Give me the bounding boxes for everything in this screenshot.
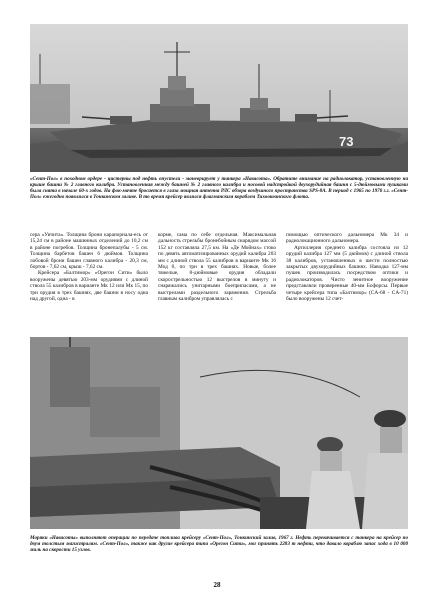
photo-cruiser-underway (30, 24, 408, 172)
text-column-1 (30, 232, 148, 302)
hull-number: 73 (339, 134, 354, 149)
col3-paragraph-1: помощью оптического дальномера Мк 34 и радиолокационного дальномера. (286, 232, 408, 245)
col1-paragraph-1: сера «Уичита». Толщина брони карапорнала-есь от 15,24 см в районе машинных отделений до 10,2 см в районе погребов. Толщина бронепалубы - 5 см. Толщина барбетов башен 6 дюймов. Толщина лобовой брони башен главного калибра - 20,3 см, бортов - 7,62 см, крыш - 7,62 см. (30, 232, 148, 271)
text-column-2 (158, 232, 276, 302)
caption-top: «Сент-Пол» в походном ордере - цистерны под нефть опустели - маневрирует у танкера «Навасота». Обратите внимание на радиолокатор, установленную на крыше башни № 2 главного калибра. Установленная между башней № 2 главного калибра и носовой надстройкой двухорудийная башня с 5-дюймовыми пушками была снята в начале 60-х годов. На фок-мачте бросается в глаза мощная антенна РЛС обзора воздушного пространства SPS-8A. В период с 1965 по 1970 г.г. «Сент-Пол» ежегодно появлялся в Тонкинском заливе. В то время крейсер являлся флагманским кораблем Тихоокеанского флота. (30, 176, 408, 201)
caption-bottom: Моряки «Навасоты» выполняют операции по передаче топлива крейсеру «Сент-Пол», Тонкинский залив, 1967 г. Нефть перекачивается с танкера на крейсер по двум толстым магистралям. «Сент-Пол», также как другие крейсера типа «Орегон Сити», мог принять 2283 т нефти, что давало кораблю запас хода в 10 000 миль на скорости 15 узлов. (30, 535, 408, 554)
page-number: 28 (213, 581, 221, 589)
text-column-3 (286, 232, 408, 302)
cruiser-illustration (30, 24, 408, 172)
col2-paragraph-1: корме, сама по себе отдельная. Максимальная дальность стрельбы бронебойным снарядом массой 152 кг составляла 27,5 км. На «Де Мойнах» стоко по девять автоматизированных орудий калибра 203 мм с длиной ствола 55 калибров в варианте Мк 16 Мод 0, по три в трех башнях. Новые, более тяжелые, 8-дюймовые орудия обладали скорострельностью 12 выстрелов в минуту и снаряжались унитарными боеприпасами, а не выстрелами раздельного заряжения. Стрельба главным калибром управлялась с (158, 232, 276, 303)
col1-paragraph-2: Крейсера «Балтимор» «Орегон Сити» было вооружены девятью 203-мм орудиями с длиной ствола 55 калибров в варианте Мк 12 или Мк 15, по три орудия в трех башнях, две башни в носу одна над другой, одна - в (30, 270, 148, 303)
col3-paragraph-2: Артиллерия среднего калибра состояла из 12 орудий калибра 127 мм (5 дюймов) с длиной ствола 38 калибров, установленных в шести полностью закрытых двухорудийных башнях. Наводка 127-мм пушек производилась посредством оптики и радиолокаторов. Чисто зенитное вооружение представляли проверенные 40-мм Бофорсы. Первые четыре крейсера типа «Балтимор» (CA-68 - CA-71) было вооружены 12 счет- (286, 244, 408, 303)
photo-refueling (30, 337, 408, 529)
refueling-illustration (30, 337, 408, 529)
